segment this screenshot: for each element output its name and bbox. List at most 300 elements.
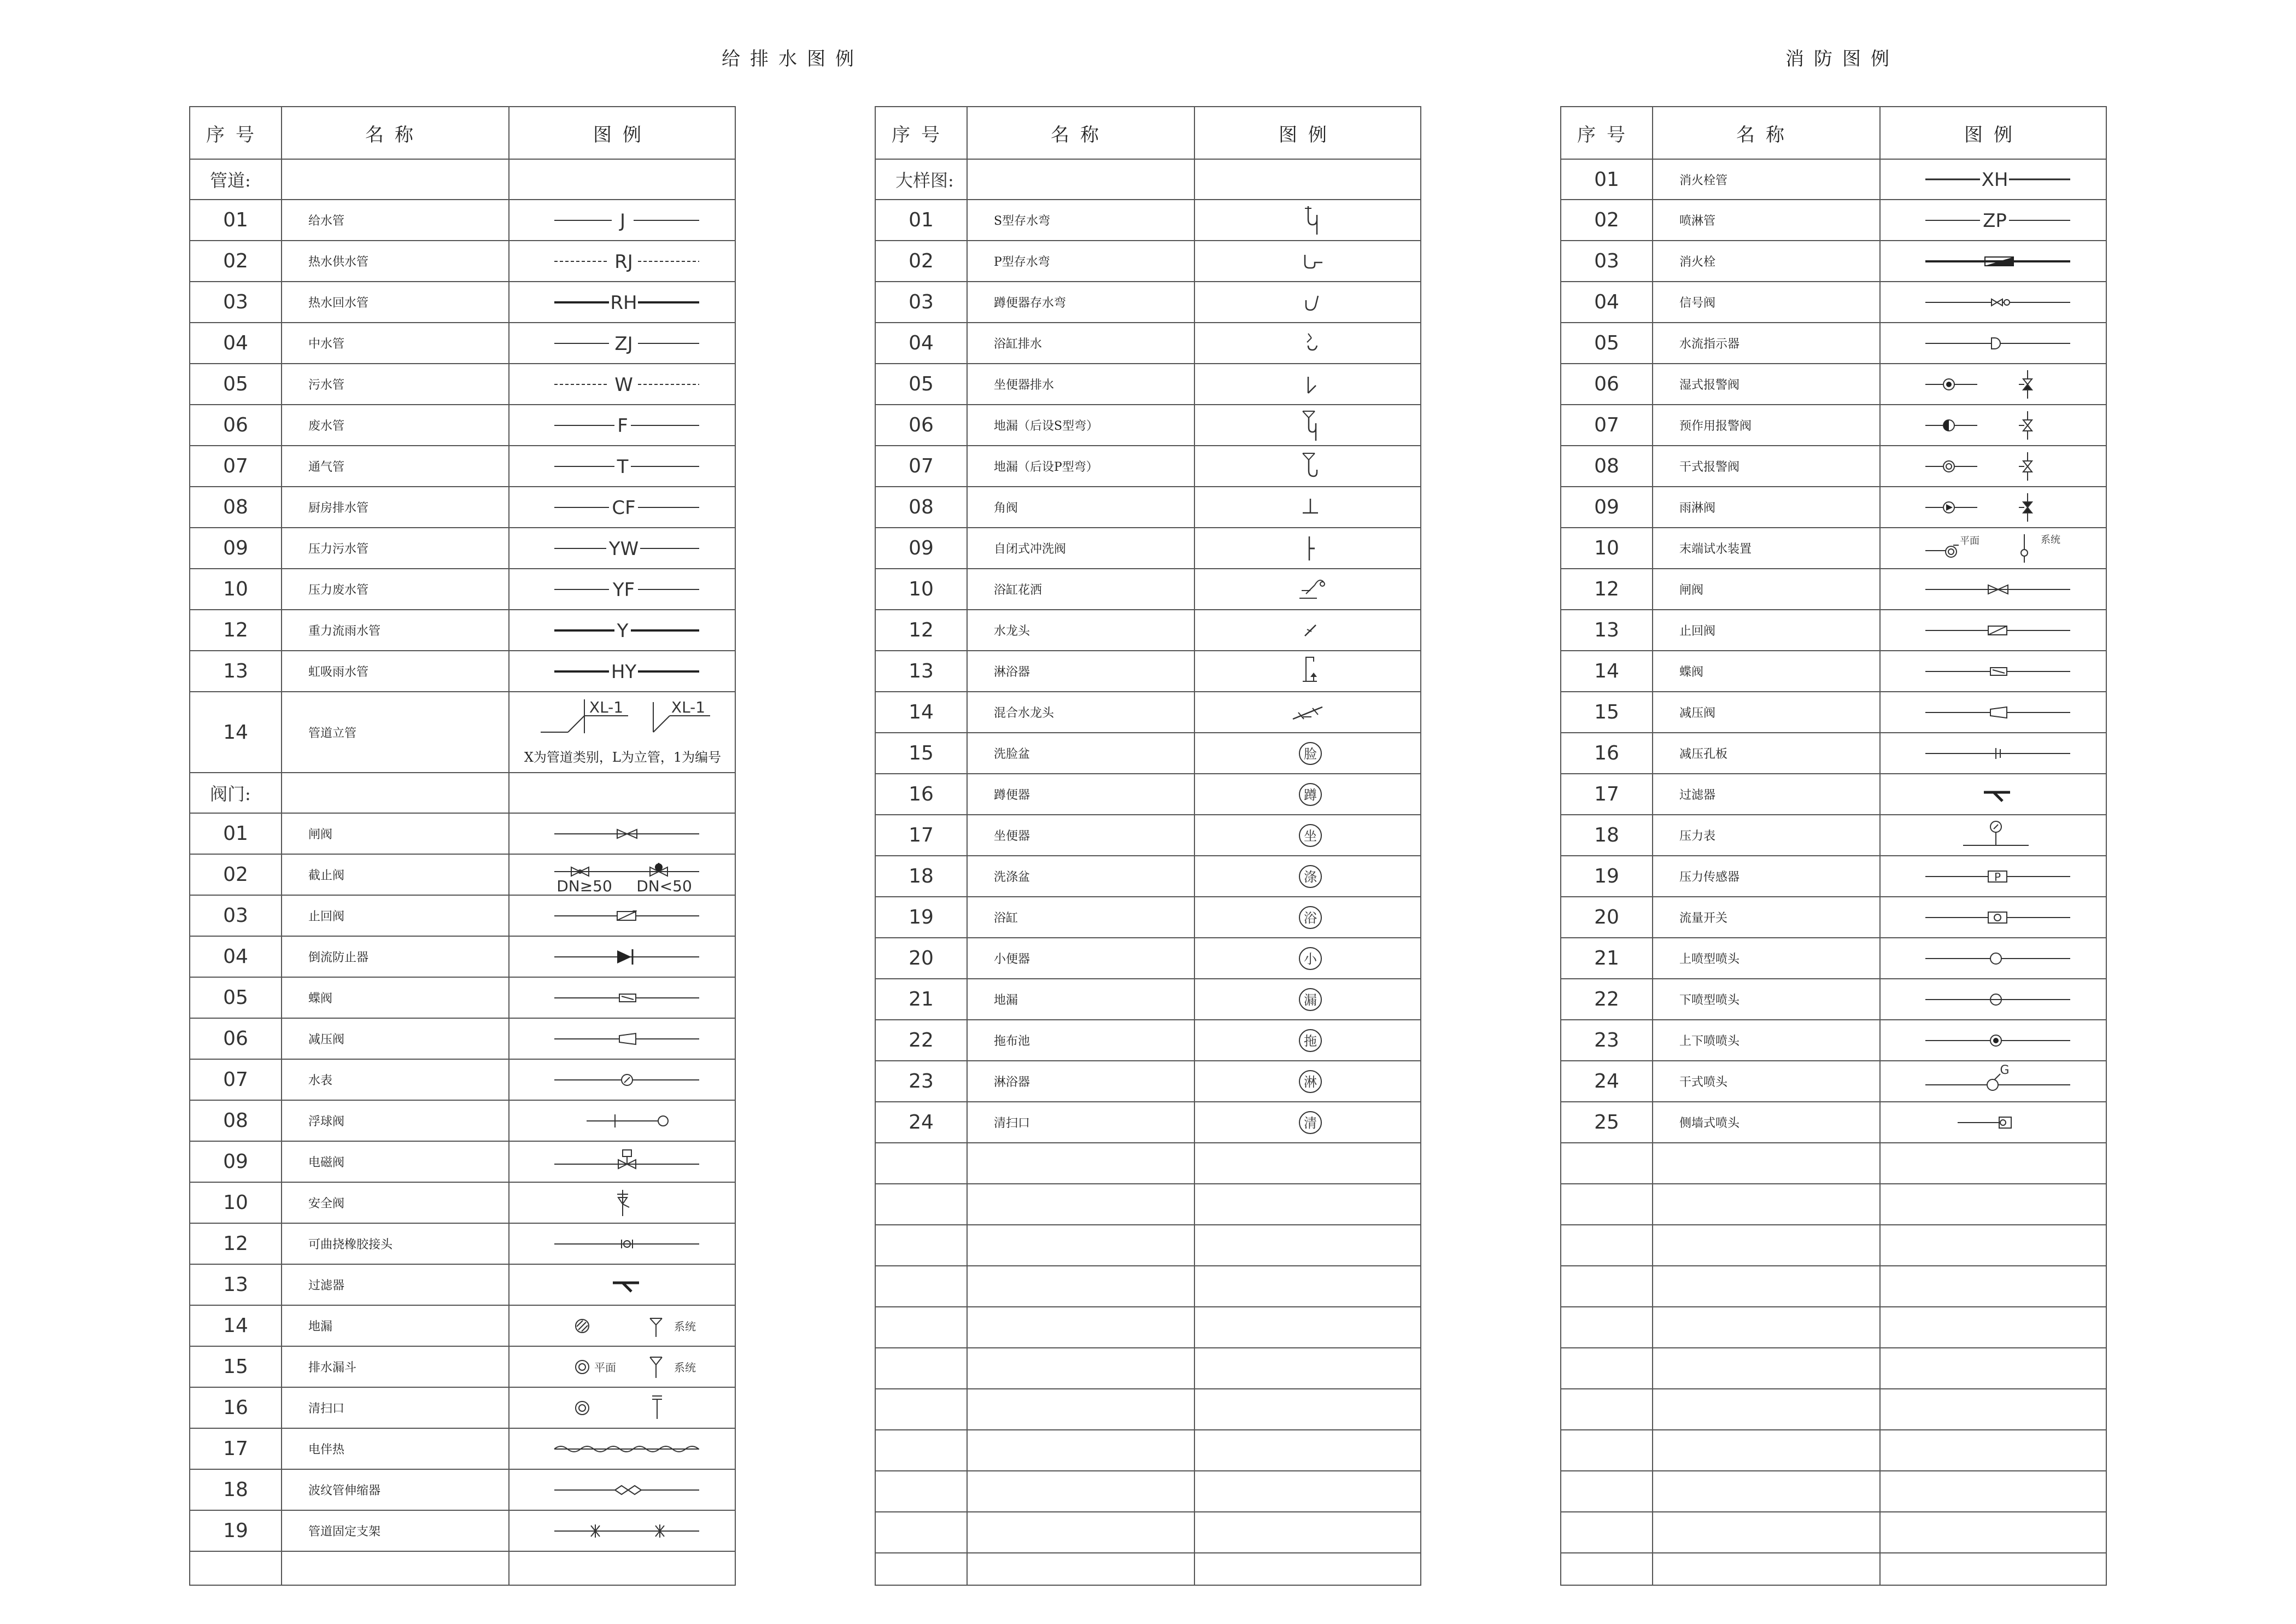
- table-row-empty: [1561, 1225, 2106, 1266]
- table-row: [1561, 979, 2106, 1020]
- water-legend-table: [189, 106, 736, 1586]
- svg-text:小: 小: [1304, 951, 1317, 967]
- row-name: 水龙头: [994, 624, 1030, 638]
- row-no: 04: [909, 332, 934, 354]
- title-fire-legend: 消防图例: [1785, 48, 1899, 70]
- row-name: 信号阀: [1679, 296, 1716, 310]
- bathtub-drain-symbol: [1194, 323, 1422, 363]
- row-name: 洗涤盆: [994, 871, 1030, 884]
- sewage-pipe-symbol: [508, 364, 737, 404]
- table-row-empty: [876, 1184, 1420, 1225]
- bathtub-symbol: [1194, 897, 1422, 937]
- table-row: [1561, 1020, 2106, 1061]
- svg-text:F: F: [617, 414, 628, 437]
- table-row: [190, 855, 735, 896]
- row-name: 闸阀: [308, 828, 333, 842]
- table-row-empty: [876, 1225, 1420, 1266]
- table-row: [876, 610, 1420, 651]
- table-row: [1561, 610, 2106, 651]
- row-name: 给水管: [308, 214, 345, 228]
- row-no: 08: [909, 496, 934, 518]
- row-no: 18: [1594, 824, 1619, 846]
- row-no: 22: [909, 1029, 934, 1051]
- section-label: 大样图:: [895, 170, 954, 191]
- mop-sink-symbol: [1194, 1020, 1422, 1060]
- row-no: 02: [1594, 209, 1619, 231]
- table-row: [1561, 528, 2106, 569]
- floor-drain-p-trap-symbol: [1194, 446, 1422, 486]
- table-header: [1561, 107, 2106, 160]
- row-name: 坐便器排水: [994, 378, 1055, 392]
- table-row: [190, 1060, 735, 1101]
- row-name: 电磁阀: [308, 1156, 345, 1170]
- svg-text:DN≥50: DN≥50: [557, 877, 612, 895]
- row-no: 05: [909, 373, 934, 395]
- row-name: 波纹管伸缩器: [308, 1484, 381, 1498]
- fire-hydrant-symbol: [1879, 241, 2108, 281]
- table-row: [190, 692, 735, 773]
- row-no: 03: [1594, 250, 1619, 272]
- row-no: 21: [909, 988, 934, 1010]
- table-row: [1561, 815, 2106, 856]
- section-label: 阀门:: [210, 784, 251, 804]
- row-no: 20: [1594, 906, 1619, 928]
- table-row: [190, 241, 735, 282]
- svg-text:CF: CF: [612, 496, 636, 519]
- table-row: [876, 528, 1420, 569]
- table-row: [190, 896, 735, 937]
- table-row: [1561, 1102, 2106, 1143]
- row-no: 18: [223, 1479, 248, 1501]
- row-name: 重力流雨水管: [308, 624, 381, 638]
- washbasin-symbol: [1194, 733, 1422, 773]
- svg-text:涤: 涤: [1304, 869, 1317, 885]
- table-row: [876, 323, 1420, 364]
- table-row: [876, 1102, 1420, 1143]
- table-row: [1561, 1061, 2106, 1102]
- header-symbol: 图例: [1279, 124, 1338, 146]
- row-no: 01: [1594, 168, 1619, 191]
- row-name: 上喷型喷头: [1679, 953, 1740, 966]
- table-row-empty: [876, 1512, 1420, 1553]
- end-test-device-symbol: [1879, 528, 2108, 568]
- row-name: 喷淋管: [1679, 214, 1716, 228]
- dry-alarm-valve-symbol: [1879, 446, 2108, 486]
- pressure-sewage-symbol: [508, 528, 737, 568]
- header-no: 序号: [206, 124, 265, 146]
- row-no: 06: [223, 1027, 248, 1050]
- row-no: 13: [1594, 619, 1619, 641]
- row-no: 04: [223, 945, 248, 968]
- svg-text:Y: Y: [617, 620, 629, 642]
- svg-text:系统: 系统: [2041, 534, 2060, 546]
- svg-text:T: T: [617, 455, 629, 478]
- table-row: [190, 1429, 735, 1470]
- row-no: 14: [223, 721, 248, 744]
- row-no: 05: [223, 373, 248, 395]
- wet-alarm-valve-symbol: [1879, 364, 2108, 404]
- table-row: [190, 610, 735, 651]
- row-no: 16: [909, 783, 934, 805]
- row-no: 23: [909, 1070, 934, 1093]
- row-name: 倒流防止器: [308, 951, 369, 965]
- table-row: [190, 200, 735, 241]
- fire-strainer-symbol: [1879, 774, 2108, 814]
- row-no: 19: [909, 906, 934, 928]
- table-row: [190, 1511, 735, 1552]
- row-no: 14: [909, 701, 934, 723]
- row-name: 末端试水装置: [1679, 542, 1752, 556]
- table-row: [876, 733, 1420, 774]
- row-name: 水表: [308, 1074, 333, 1088]
- row-no: 19: [223, 1520, 248, 1542]
- header-name: 名称: [1736, 124, 1795, 146]
- table-row: [876, 774, 1420, 815]
- pressure-sensor-symbol: [1879, 856, 2108, 896]
- squat-toilet-symbol: [1194, 774, 1422, 814]
- row-no: 03: [223, 291, 248, 313]
- row-name: 压力污水管: [308, 542, 369, 556]
- faucet-symbol: [1194, 610, 1422, 650]
- row-no: 09: [223, 537, 248, 559]
- row-no: 14: [1594, 660, 1619, 682]
- table-header: [190, 107, 735, 160]
- table-row: [1561, 569, 2106, 610]
- table-row: [190, 1470, 735, 1511]
- section-row-pipes: [190, 160, 735, 200]
- row-name: 污水管: [308, 378, 345, 392]
- hot-water-supply-symbol: [508, 241, 737, 281]
- float-valve-symbol: [508, 1101, 737, 1141]
- table-row: [190, 528, 735, 569]
- table-header: [876, 107, 1420, 160]
- section-row-valves: [190, 773, 735, 814]
- row-name: 淋浴器: [994, 665, 1030, 679]
- row-name: 拖布池: [994, 1035, 1030, 1048]
- row-name: 中水管: [308, 337, 345, 351]
- row-name: 干式报警阀: [1679, 460, 1740, 474]
- table-row: [876, 897, 1420, 938]
- row-name: P型存水弯: [994, 255, 1050, 269]
- header-no: 序号: [892, 124, 951, 146]
- row-no: 20: [909, 947, 934, 969]
- table-row: [190, 282, 735, 323]
- row-no: 17: [1594, 783, 1619, 805]
- title-water-legend: 给排水图例: [722, 48, 864, 70]
- table-row-empty: [1561, 1143, 2106, 1184]
- table-row: [1561, 200, 2106, 241]
- table-row: [1561, 651, 2106, 692]
- safety-valve-symbol: [508, 1183, 737, 1223]
- table-row-empty: [876, 1266, 1420, 1307]
- globe-valve-symbol: [508, 855, 737, 895]
- row-name: 虹吸雨水管: [308, 665, 369, 679]
- row-name: 地漏: [994, 994, 1018, 1007]
- row-no: 03: [909, 291, 934, 313]
- dry-sprinkler-symbol: [1879, 1061, 2108, 1101]
- table-row: [190, 1019, 735, 1060]
- table-row-empty: [1561, 1184, 2106, 1225]
- svg-text:G: G: [2000, 1063, 2010, 1077]
- row-name: 减压阀: [1679, 706, 1716, 720]
- row-no: 24: [909, 1111, 934, 1134]
- row-name: 止回阀: [1679, 624, 1716, 638]
- strainer-symbol: [508, 1265, 737, 1305]
- flow-indicator-symbol: [1879, 323, 2108, 363]
- table-row-empty: [876, 1348, 1420, 1389]
- row-no: 01: [909, 209, 934, 231]
- row-no: 07: [223, 455, 248, 477]
- table-row-empty: [1561, 1348, 2106, 1389]
- header-no: 序号: [1577, 124, 1636, 146]
- row-no: 13: [909, 660, 934, 682]
- table-row-empty: [876, 1471, 1420, 1512]
- svg-text:平面: 平面: [594, 1360, 616, 1374]
- row-no: 01: [223, 209, 248, 231]
- electric-heat-trace-symbol: [508, 1429, 737, 1469]
- table-row-empty: [876, 1307, 1420, 1348]
- table-row: [876, 569, 1420, 610]
- cleanout-symbol: [508, 1388, 737, 1428]
- svg-text:YW: YW: [608, 538, 639, 560]
- row-name: 过滤器: [308, 1279, 345, 1293]
- table-row: [876, 487, 1420, 528]
- table-row-empty: [1561, 1266, 2106, 1307]
- flow-switch-symbol: [1879, 897, 2108, 937]
- angle-valve-symbol: [1194, 487, 1422, 527]
- row-name: S型存水弯: [994, 214, 1051, 228]
- gate-valve-symbol: [508, 814, 737, 854]
- row-no: 02: [223, 863, 248, 886]
- row-no: 10: [223, 1191, 248, 1214]
- drain-funnel-symbol: [508, 1347, 737, 1387]
- table-row-empty: [876, 1389, 1420, 1430]
- svg-text:XL-1: XL-1: [589, 698, 624, 716]
- table-row: [190, 405, 735, 446]
- row-no: 16: [223, 1397, 248, 1419]
- fire-gate-valve-symbol: [1879, 569, 2108, 609]
- shower-fixture-symbol: [1194, 1061, 1422, 1101]
- table-row: [1561, 160, 2106, 200]
- squat-toilet-trap-symbol: [1194, 282, 1422, 322]
- row-no: 05: [1594, 332, 1619, 354]
- svg-text:RH: RH: [610, 291, 637, 314]
- table-row-empty: [876, 1143, 1420, 1184]
- header-name: 名称: [1051, 124, 1110, 146]
- row-name: 坐便器: [994, 829, 1030, 843]
- row-no: 03: [223, 904, 248, 927]
- table-row: [876, 651, 1420, 692]
- row-no: 12: [1594, 578, 1619, 600]
- table-row: [1561, 774, 2106, 815]
- svg-text:W: W: [614, 373, 633, 396]
- butterfly-valve-symbol: [508, 978, 737, 1018]
- svg-text:淋: 淋: [1304, 1074, 1317, 1090]
- row-no: 12: [223, 1232, 248, 1255]
- row-name: 流量开关: [1679, 912, 1728, 925]
- row-name: 管道立管: [308, 726, 357, 740]
- table-row: [1561, 282, 2106, 323]
- table-row: [190, 487, 735, 528]
- sidewall-sprinkler-symbol: [1879, 1102, 2108, 1142]
- table-row: [190, 569, 735, 610]
- toilet-drain-symbol: [1194, 364, 1422, 404]
- row-name: 洗脸盆: [994, 747, 1030, 761]
- table-row: [876, 1020, 1420, 1061]
- vent-pipe-symbol: [508, 446, 737, 486]
- svg-text:系统: 系统: [674, 1360, 696, 1374]
- row-name: 侧墙式喷头: [1679, 1117, 1740, 1130]
- row-name: 清扫口: [994, 1117, 1030, 1130]
- riser-note: X为管道类别，L为立管，1为编号: [524, 749, 722, 765]
- shower-symbol: [1194, 651, 1422, 691]
- table-row: [190, 1388, 735, 1429]
- water-supply-pipe-symbol: [508, 200, 737, 240]
- riser-symbol-cell: [508, 692, 737, 772]
- row-no: 14: [223, 1315, 248, 1337]
- svg-text:YF: YF: [612, 579, 635, 601]
- table-row: [1561, 897, 2106, 938]
- row-no: 08: [223, 496, 248, 518]
- table-row: [190, 651, 735, 692]
- preaction-alarm-valve-symbol: [1879, 405, 2108, 445]
- table-row: [190, 1224, 735, 1265]
- svg-text:XL-1: XL-1: [671, 698, 706, 716]
- table-row: [1561, 241, 2106, 282]
- row-no: 06: [223, 414, 248, 436]
- row-no: 08: [1594, 455, 1619, 477]
- flexible-rubber-joint-symbol: [508, 1224, 737, 1264]
- cleanout-fixture-symbol: [1194, 1102, 1422, 1142]
- row-name: 干式喷头: [1679, 1076, 1728, 1089]
- row-no: 17: [909, 824, 934, 846]
- p-trap-symbol: [1194, 241, 1422, 281]
- table-row-empty: [190, 1552, 735, 1586]
- row-no: 17: [223, 1438, 248, 1460]
- row-no: 21: [1594, 947, 1619, 969]
- table-row: [1561, 733, 2106, 774]
- table-row: [876, 282, 1420, 323]
- siphon-rain-symbol: [508, 651, 737, 691]
- row-name: 角阀: [994, 501, 1018, 515]
- pressure-reducing-valve-symbol: [508, 1019, 737, 1059]
- row-no: 16: [1594, 742, 1619, 764]
- row-no: 06: [909, 414, 934, 436]
- fire-butterfly-valve-symbol: [1879, 651, 2108, 691]
- svg-text:清: 清: [1304, 1115, 1317, 1131]
- row-name: 小便器: [994, 953, 1030, 966]
- row-no: 07: [223, 1068, 248, 1091]
- row-name: 压力表: [1679, 829, 1716, 843]
- svg-text:漏: 漏: [1304, 992, 1317, 1008]
- table-row-empty: [1561, 1430, 2106, 1471]
- row-no: 13: [223, 1274, 248, 1296]
- table-row: [1561, 856, 2106, 897]
- table-row: [1561, 405, 2106, 446]
- row-name: 湿式报警阀: [1679, 378, 1740, 392]
- header-symbol: 图例: [1964, 124, 2023, 146]
- table-row: [876, 856, 1420, 897]
- row-name: 管道固定支架: [308, 1525, 381, 1539]
- table-row: [190, 937, 735, 978]
- row-no: 02: [223, 250, 248, 272]
- row-name: 下喷型喷头: [1679, 994, 1740, 1007]
- row-name: 排水漏斗: [308, 1361, 357, 1375]
- row-no: 12: [909, 619, 934, 641]
- row-name: 热水供水管: [308, 255, 369, 269]
- row-no: 09: [909, 537, 934, 559]
- header-symbol: 图例: [593, 124, 652, 146]
- table-row: [1561, 938, 2106, 979]
- row-name: 厨房排水管: [308, 501, 369, 515]
- upright-sprinkler-symbol: [1879, 938, 2108, 978]
- row-name: 浴缸花洒: [994, 583, 1042, 597]
- waste-pipe-symbol: [508, 405, 737, 445]
- table-row-empty: [1561, 1389, 2106, 1430]
- row-name: 废水管: [308, 419, 345, 433]
- row-name: 地漏（后设P型弯）: [994, 460, 1098, 474]
- svg-text:RJ: RJ: [614, 250, 633, 273]
- table-row: [876, 446, 1420, 487]
- row-name: 地漏（后设S型弯）: [994, 419, 1099, 433]
- row-no: 05: [223, 986, 248, 1009]
- hydrant-pipe-symbol: [1879, 160, 2108, 199]
- water-meter-symbol: [508, 1060, 737, 1100]
- row-name: 电伴热: [308, 1443, 345, 1457]
- table-row: [190, 446, 735, 487]
- check-valve-symbol: [508, 896, 737, 936]
- row-name: 可曲挠橡胶接头: [308, 1238, 393, 1252]
- row-name: 淋浴器: [994, 1076, 1030, 1089]
- row-name: 热水回水管: [308, 296, 369, 310]
- row-name: 蹲便器存水弯: [994, 296, 1067, 310]
- row-no: 12: [223, 619, 248, 641]
- row-no: 15: [223, 1356, 248, 1378]
- hot-water-return-symbol: [508, 282, 737, 322]
- table-row-empty: [876, 1430, 1420, 1471]
- svg-text:XH: XH: [1981, 169, 2008, 191]
- row-name: 截止阀: [308, 869, 345, 883]
- row-name: 压力废水管: [308, 583, 369, 597]
- row-name: 混合水龙头: [994, 706, 1055, 720]
- table-row: [1561, 446, 2106, 487]
- svg-text:ZJ: ZJ: [614, 332, 633, 355]
- row-no: 01: [223, 822, 248, 845]
- svg-text:脸: 脸: [1304, 746, 1317, 762]
- svg-text:坐: 坐: [1304, 828, 1317, 844]
- row-name: 预作用报警阀: [1679, 419, 1752, 433]
- section-label: 管道:: [210, 170, 251, 191]
- kitchen-drain-symbol: [508, 487, 737, 527]
- row-name: 减压孔板: [1679, 747, 1728, 761]
- row-no: 08: [223, 1109, 248, 1132]
- row-no: 02: [909, 250, 934, 272]
- s-trap-symbol: [1194, 200, 1422, 240]
- row-name: 闸阀: [1679, 583, 1704, 597]
- row-name: 蝶阀: [308, 992, 333, 1006]
- sprinkler-pipe-symbol: [1879, 200, 2108, 240]
- self-closing-flush-valve-symbol: [1194, 528, 1422, 568]
- table-row: [190, 1265, 735, 1306]
- table-row: [1561, 323, 2106, 364]
- svg-text:蹲: 蹲: [1304, 787, 1317, 803]
- row-no: 15: [909, 742, 934, 764]
- fire-legend-table: [1560, 106, 2107, 1586]
- table-row: [876, 364, 1420, 405]
- backflow-preventer-symbol: [508, 937, 737, 977]
- row-name: 清扫口: [308, 1402, 345, 1416]
- row-no: 18: [909, 865, 934, 887]
